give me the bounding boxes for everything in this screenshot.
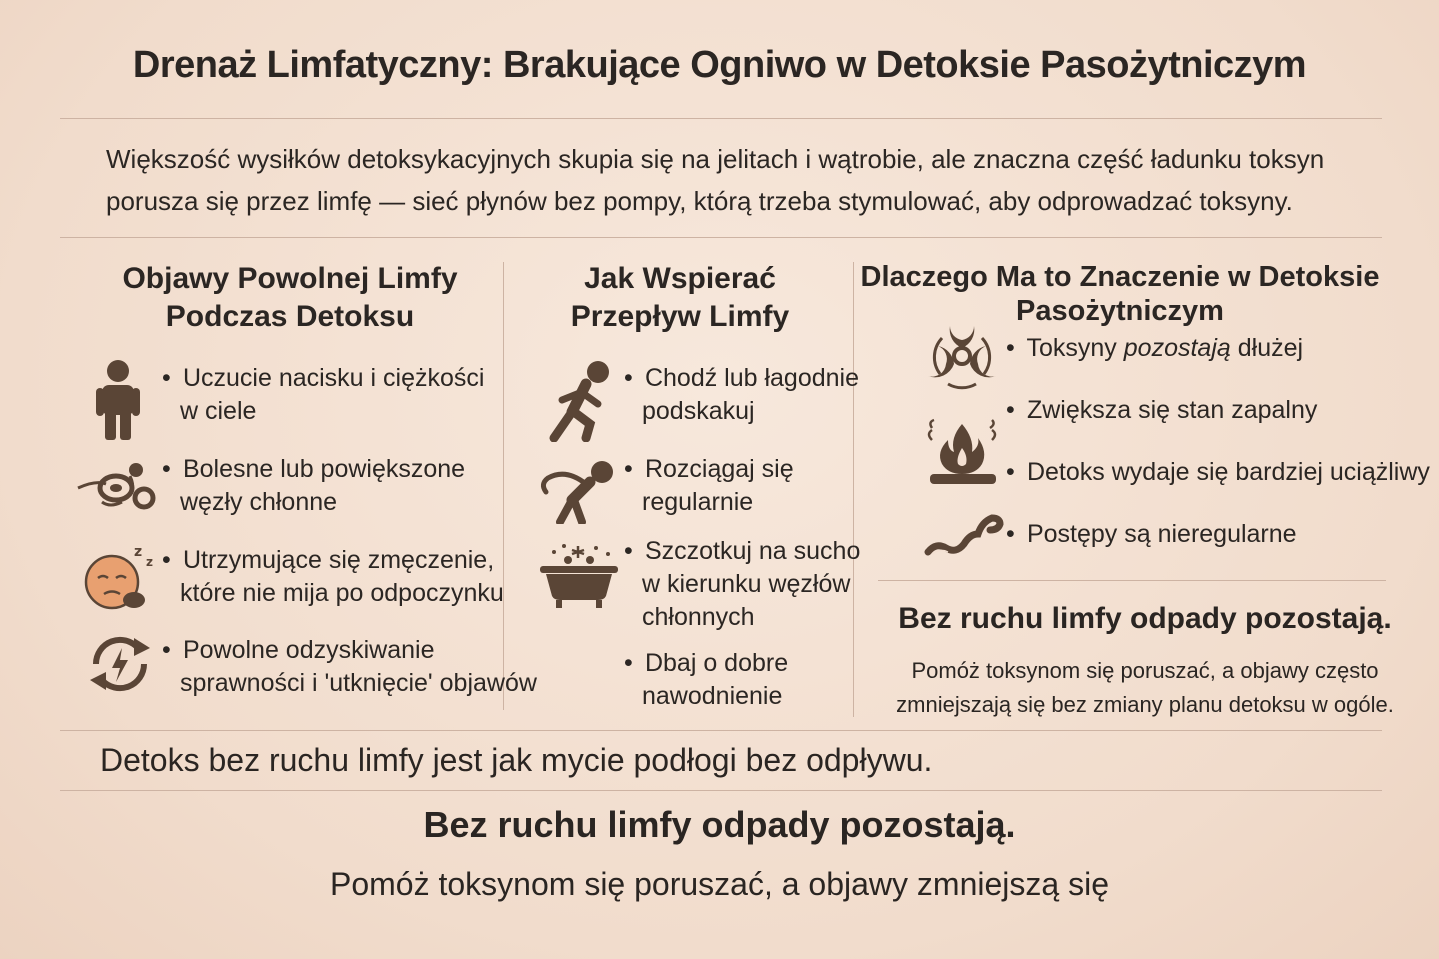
callout-text <box>862 654 1428 722</box>
list-item: • Zwiększa się stan zapalny <box>1006 396 1318 424</box>
footer-title: Bez ruchu limfy odpady pozostają. <box>423 804 1016 845</box>
item-text: Zwiększa się stan zapalny <box>1026 396 1318 424</box>
item-text: które nie mija po odpoczynku <box>180 579 504 607</box>
item-text: dłużej <box>1230 334 1304 362</box>
tired-face-icon <box>82 544 160 612</box>
column-divider <box>853 262 854 717</box>
item-text: regularnie <box>642 488 754 516</box>
item-text: Uczucie nacisku i ciężkości <box>182 364 485 392</box>
footer-subtitle: Pomóż toksynom się poruszać, a objawy zmniejszą się <box>330 866 1109 902</box>
list-item: • Toksyny pozostają dłużej <box>1006 334 1304 362</box>
intro-paragraph <box>106 138 1376 222</box>
divider <box>60 118 1382 119</box>
item-text: Dbaj o dobre <box>644 649 789 677</box>
symptoms-heading <box>80 260 500 336</box>
item-text: sprawności i 'utknięcie' objawów <box>180 669 537 697</box>
callout-line: Pomóż toksynom się poruszać, a objawy często <box>911 658 1379 683</box>
callout-title: Bez ruchu limfy odpady pozostają. <box>898 602 1392 635</box>
heading-line: Dlaczego Ma to Znaczenie w Detoksie <box>860 261 1380 293</box>
heading-line: Podczas Detoksu <box>165 300 415 333</box>
heading-line: Przepływ Limfy <box>570 300 790 333</box>
fire-icon <box>926 418 1000 488</box>
svg-text:z: z <box>146 555 153 569</box>
list-item: • Detoks wydaje się bardziej uciążliwy <box>1006 458 1430 486</box>
stretching-icon <box>536 458 616 524</box>
item-text: podskakuj <box>642 397 755 425</box>
analogy-text: Detoks bez ruchu limfy jest jak mycie podłogi bez odpływu. <box>100 742 933 778</box>
heading-line: Objawy Powolnej Limfy <box>122 262 458 295</box>
svg-text:z: z <box>134 544 143 560</box>
divider <box>60 237 1382 238</box>
list-item: • Dbaj o dobre nawodnienie <box>624 647 788 713</box>
worm-icon <box>924 510 1004 560</box>
list-item: • Rozciągaj się regularnie <box>624 453 794 519</box>
heading-line: Pasożytniczym <box>1016 295 1224 327</box>
list-item: • Uczucie nacisku i ciężkości w ciele <box>162 362 484 428</box>
list-item: • Chodź lub łagodnie podskakuj <box>624 362 859 428</box>
list-item: • Powolne odzyskiwanie sprawności i 'utknięcie' objawów <box>162 634 537 700</box>
list-item: • Postępy są nieregularne <box>1006 520 1297 548</box>
item-text: w kierunku węzłów <box>642 570 851 598</box>
list-item: • Utrzymujące się zmęczenie, które nie mija po odpoczynku <box>162 544 504 610</box>
list-item: • Szczotkuj na sucho w kierunku węzłów chłonnych <box>624 535 860 634</box>
item-text: Chodź lub łagodnie <box>644 364 860 392</box>
item-text: Postępy są nieregularne <box>1026 520 1297 548</box>
page-title: Drenaż Limfatyczny: Brakujące Ogniwo w Detoksie Pasożytniczym <box>132 44 1307 86</box>
item-text: Detoks wydaje się bardziej uciążliwy <box>1026 458 1430 486</box>
item-emphasis: pozostają <box>1123 334 1231 362</box>
recovery-cycle-icon <box>84 632 156 696</box>
walking-icon <box>546 358 614 442</box>
item-text: Powolne odzyskiwanie <box>182 636 435 664</box>
item-text: Toksyny <box>1026 334 1124 362</box>
item-text: Szczotkuj na sucho <box>644 537 861 565</box>
intro-line: Większość wysiłków detoksykacyjnych skupia się na jelitach i wątrobie, ale znaczna część ładunku toksyn <box>106 144 1325 174</box>
item-text: Bolesne lub powiększone <box>182 455 466 483</box>
person-icon <box>94 358 142 442</box>
biohazard-icon <box>920 318 1004 390</box>
divider <box>878 580 1386 581</box>
item-text: nawodnienie <box>642 682 783 710</box>
intro-line: porusza się przez limfę — sieć płynów bez pompy, którą trzeba stymulować, aby odprowadzać toksyny. <box>106 186 1293 216</box>
list-item: • Bolesne lub powiększone węzły chłonne <box>162 453 465 519</box>
callout-line: zmniejszają się bez zmiany planu detoksu w ogóle. <box>896 692 1394 717</box>
divider <box>60 790 1382 791</box>
item-text: w ciele <box>180 397 257 425</box>
heading-line: Jak Wspierać <box>584 262 776 295</box>
item-text: węzły chłonne <box>180 488 338 516</box>
support-heading <box>510 260 850 336</box>
item-text: chłonnych <box>642 603 755 631</box>
bathtub-icon <box>538 540 620 610</box>
item-text: Rozciągaj się <box>644 455 794 483</box>
divider <box>60 730 1382 731</box>
lymph-nodes-icon <box>76 458 160 514</box>
item-text: Utrzymujące się zmęczenie, <box>182 546 495 574</box>
